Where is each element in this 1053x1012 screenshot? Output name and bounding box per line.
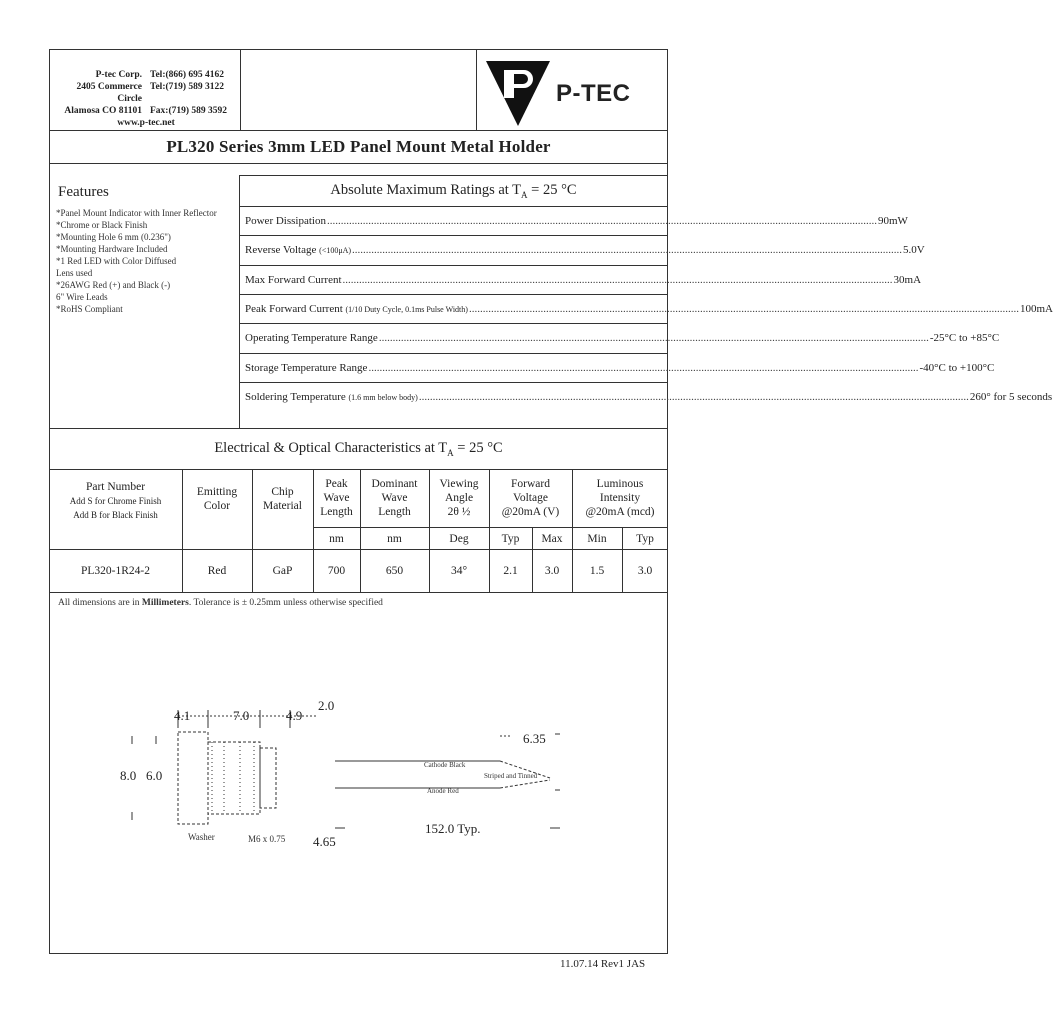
rating-separator — [239, 353, 668, 354]
feature-item: *Mounting Hardware Included — [56, 244, 168, 254]
feature-item: Lens used — [56, 268, 93, 278]
rating-value: 30mA — [893, 273, 922, 286]
rating-label: Soldering Temperature (1.6 mm below body) — [245, 390, 418, 403]
feature-item: *26AWG Red (+) and Black (-) — [56, 280, 171, 290]
rating-value: 100mA — [1019, 302, 1053, 315]
company-tel2: Tel:(719) 589 3122 — [150, 82, 225, 92]
rating-leader: ........................................................................................................................................................................................................ — [352, 244, 903, 257]
feature-item: 6" Wire Leads — [56, 292, 108, 302]
rating-row — [245, 361, 995, 374]
company-address1: 2405 Commerce Circle — [76, 82, 142, 104]
col-dominant-wave: Dominant Wave Length — [371, 478, 418, 518]
washer-label: Washer — [188, 832, 215, 842]
feature-item: *Panel Mount Indicator with Inner Reflector — [56, 208, 217, 218]
rating-label: Max Forward Current — [245, 273, 342, 286]
header-col-divider-2 — [476, 49, 477, 130]
rating-leader: ........................................................................................................................................................................................................ — [468, 302, 1019, 315]
feature-item: *Mounting Hole 6 mm (0.236") — [56, 232, 171, 242]
company-fax: Fax:(719) 589 3592 — [150, 106, 228, 116]
unit-peak: nm — [329, 533, 344, 545]
unit-iv-min: Min — [587, 533, 607, 545]
rating-row — [245, 390, 1053, 403]
col-part-number: Part Number Add S for Chrome Finish Add B for Black Finish — [69, 481, 162, 520]
rating-leader: ........................................................................................................................................................................................................ — [418, 390, 969, 403]
revision-footer: 11.07.14 Rev1 JAS — [560, 958, 646, 970]
rating-leader: ........................................................................................................................................................................................................ — [378, 332, 929, 345]
unit-iv-typ: Typ — [636, 533, 654, 545]
thread-label: M6 x 0.75 — [248, 834, 286, 844]
title-divider — [49, 163, 668, 164]
company-info — [52, 69, 240, 129]
rating-row — [245, 244, 925, 257]
rating-value: 90mW — [877, 215, 908, 227]
dim-7-0: 7.0 — [233, 708, 250, 723]
rating-separator — [239, 265, 668, 266]
rating-separator — [239, 235, 668, 236]
col-chip-material: Chip Material — [263, 486, 302, 512]
rating-label: Reverse Voltage (<100μA) — [245, 244, 352, 257]
dim-4-65: 4.65 — [313, 834, 336, 849]
dim-2-0: 2.0 — [318, 698, 335, 713]
rating-label: Power Dissipation — [245, 215, 326, 227]
col-emitting-color: Emitting Color — [196, 486, 238, 512]
cathode-label: Cathode Black — [424, 761, 466, 769]
feature-item: *Chrome or Black Finish — [56, 220, 148, 230]
ratings-top-rule — [239, 175, 668, 176]
header-divider — [49, 130, 668, 131]
rating-value: 5.0V — [903, 244, 925, 257]
rating-separator — [239, 294, 668, 295]
ratings-heading: Absolute Maximum Ratings at $T_A = 25$ °C — [330, 182, 577, 200]
rating-leader: ........................................................................................................................................................................................................ — [326, 215, 877, 227]
rating-value: 260° for 5 seconds — [969, 390, 1053, 403]
eo-bottom-rule — [49, 592, 668, 593]
company-name: P-tec Corp. — [95, 70, 142, 80]
row-chip: GaP — [272, 565, 293, 577]
dim-6-35: 6.35 — [523, 731, 546, 746]
eo-top-rule — [49, 428, 668, 429]
rating-leader: ........................................................................................................................................................................................................ — [368, 361, 919, 374]
col-viewing-angle: Viewing Angle 2θ ½ — [439, 478, 479, 518]
eo-units-rule — [313, 527, 668, 528]
row-part: PL320-1R24-2 — [81, 565, 150, 577]
stripped-label: Striped and Tinned — [484, 772, 538, 780]
dim-8-0: 8.0 — [120, 768, 137, 783]
dim-152: 152.0 Typ. — [425, 821, 481, 836]
dimension-note: All dimensions are in Millimeters. Tolerance is ± 0.25mm unless otherwise specified — [58, 598, 383, 608]
rating-row — [245, 273, 922, 286]
row-dominant: 650 — [385, 565, 404, 577]
row-iv-min: 1.5 — [589, 565, 605, 577]
rating-row — [245, 302, 1053, 315]
unit-angle: Deg — [449, 533, 469, 545]
row-vf-max: 3.0 — [544, 565, 560, 577]
rating-row — [245, 215, 908, 227]
feature-item: *1 Red LED with Color Diffused — [56, 256, 177, 266]
row-color: Red — [207, 565, 227, 577]
header-col-divider-1 — [240, 49, 241, 130]
p-tec-logo-icon — [484, 58, 552, 128]
company-tel1: Tel:(866) 695 4162 — [150, 70, 225, 80]
unit-vf-max: Max — [541, 533, 563, 545]
rating-separator — [239, 382, 668, 383]
rating-label: Storage Temperature Range — [245, 361, 368, 374]
rating-value: -40°C to +100°C — [919, 361, 995, 374]
rating-label: Peak Forward Current (1/10 Duty Cycle, 0.1ms Pulse Width) — [245, 302, 468, 315]
col-peak-wave: Peak Wave Length — [320, 478, 353, 518]
row-vf-typ: 2.1 — [503, 565, 518, 577]
row-iv-typ: 3.0 — [637, 565, 653, 577]
unit-dominant: nm — [387, 533, 402, 545]
feature-item: *RoHS Compliant — [56, 304, 123, 314]
dim-4-1: 4.1 — [174, 708, 191, 723]
unit-vf-typ: Typ — [501, 533, 520, 545]
rating-row — [245, 332, 1000, 345]
dim-4-9: 4.9 — [286, 708, 303, 723]
company-website: www.p-tec.net — [117, 118, 175, 128]
eo-table-top-rule — [49, 469, 668, 470]
eo-row-rule — [49, 549, 668, 550]
page-title: PL320 Series 3mm LED Panel Mount Metal Holder — [166, 137, 551, 156]
company-address2: Alamosa CO 81101 — [64, 106, 142, 116]
rating-value: -25°C to +85°C — [929, 332, 1000, 345]
dim-6-0: 6.0 — [146, 768, 163, 783]
rating-separator — [239, 323, 668, 324]
eo-heading: Electrical & Optical Characteristics at $T_A = 25$ °C — [214, 440, 503, 458]
features-list — [56, 207, 236, 315]
rating-label: Operating Temperature Range — [245, 332, 378, 345]
rating-leader: ........................................................................................................................................................................................................ — [342, 273, 893, 286]
row-angle: 34° — [450, 565, 468, 577]
row-peak: 700 — [327, 565, 346, 577]
logo-text: P-TEC — [556, 80, 631, 107]
col-forward-voltage: Forward Voltage @20mA (V) — [501, 478, 560, 518]
features-heading: Features — [58, 184, 109, 200]
anode-label: Anode Red — [427, 787, 459, 795]
rating-separator — [239, 206, 668, 207]
col-luminous-intensity: Luminous Intensity @20mA (mcd) — [585, 478, 655, 518]
